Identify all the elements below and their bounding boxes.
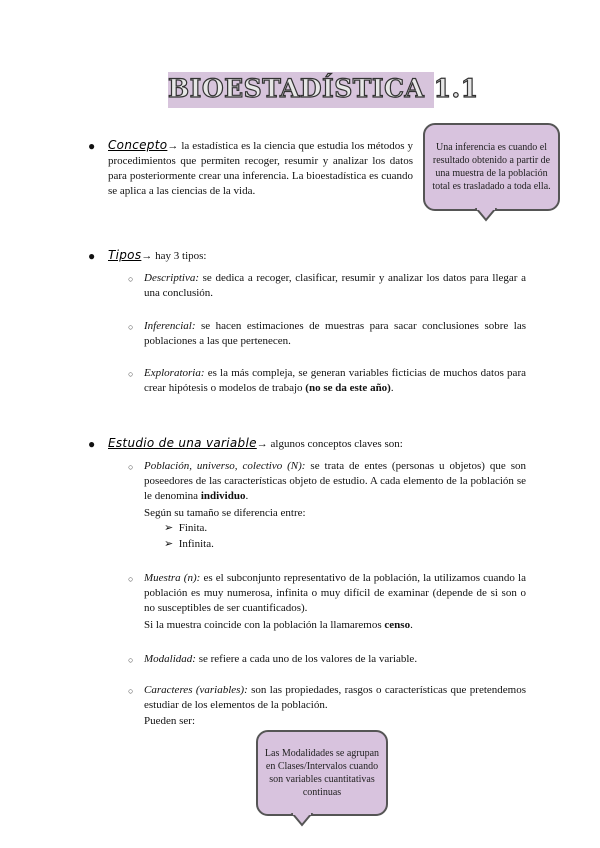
arrow: → <box>141 250 153 262</box>
term: Población, universo, colectivo (N): <box>144 460 306 472</box>
arrow: → <box>256 438 268 450</box>
period: . <box>390 382 394 394</box>
bold-term: individuo <box>200 490 246 502</box>
callout-inferencia-text: Una inferencia es cuando el resultado obtenido a partir de una muestra de la población total es trasladado a toda ella. <box>432 142 551 192</box>
item-label: Finita. <box>178 522 208 534</box>
concepto-caracteres <box>144 683 526 713</box>
section-tipos <box>108 248 408 264</box>
tipo-exploratoria <box>144 366 526 396</box>
term: Descriptiva: <box>144 272 199 284</box>
list-item-infinita <box>164 537 214 552</box>
note-bold: (no se da este año) <box>305 382 391 394</box>
circle-marker: ○ <box>128 574 134 584</box>
title-banner <box>168 72 479 108</box>
term: Muestra (n): <box>144 572 201 584</box>
concepto-muestra <box>144 571 526 616</box>
concepto-modalidad <box>144 652 526 667</box>
item-label: Infinita. <box>178 538 214 550</box>
page-title: BIOESTADÍSTICA 1.1 <box>168 74 479 103</box>
estudio-text: algunos conceptos claves son: <box>267 438 403 450</box>
circle-marker: ○ <box>128 369 134 379</box>
period: . <box>410 619 413 631</box>
definition: se hacen estimaciones de muestras para sacar conclusiones sobre las poblaciones a las que pertenecen. <box>144 320 526 347</box>
period: . <box>245 490 249 502</box>
definition: se dedica a recoger, clasificar, resumir y analizar los datos para llegar a una conclusión. <box>144 272 526 299</box>
term: Modalidad: <box>144 653 196 665</box>
poblacion-tamano: Según su tamaño se diferencia entre: <box>144 507 306 519</box>
term: Inferencial: <box>144 320 196 332</box>
arrow: → <box>167 140 179 152</box>
concepto-text: la estadística es la ciencia que estudia los métodos y procedimientos que permiten recoger, resumir y analizar los datos para posteriormente crear una inferencia. La bioestadística es cuando se aplica a las ciencias de la vida. <box>108 140 413 197</box>
tipo-inferencial <box>144 319 526 349</box>
tipo-descriptiva <box>144 271 526 301</box>
term: Exploratoria: <box>144 367 205 379</box>
circle-marker: ○ <box>128 322 134 332</box>
concepto-poblacion <box>144 459 526 504</box>
section-concepto <box>108 138 413 199</box>
callout-tail <box>474 208 498 222</box>
circle-marker: ○ <box>128 655 134 665</box>
circle-marker: ○ <box>128 462 134 472</box>
bold-term: censo <box>384 619 411 631</box>
definition: son las propiedades, rasgos o características que pretendemos estudiar de los elementos de la población. <box>144 684 526 711</box>
definition: es el subconjunto representativo de la población, la utilizamos cuando la población es muy numerosa, infinita o muy difícil de examinar (depende de si son o no susceptibles de ser cuantificados). <box>144 572 526 614</box>
circle-marker: ○ <box>128 274 134 284</box>
bullet-dot: ● <box>88 437 96 451</box>
callout-inferencia <box>423 123 560 211</box>
circle-marker: ○ <box>128 686 134 696</box>
definition: es la más compleja, se generan variables ficticias de muchos datos para crear hipótesis o modelos de trabajo <box>144 367 526 394</box>
list-item-finita <box>164 521 207 536</box>
bullet-dot: ● <box>88 139 96 153</box>
callout-modalidades-text: Las Modalidades se agrupan en Clases/Intervalos cuando son variables cuantitativas continuas <box>264 748 380 798</box>
callout-tail <box>290 813 314 827</box>
text: Si la muestra coincide con la población la llamaremos <box>144 619 385 631</box>
arrow-marker: ➢ <box>164 538 174 550</box>
bullet-dot: ● <box>88 249 96 263</box>
estudio-key: Estudio de una variable <box>108 436 257 450</box>
concepto-key: Concepto <box>108 138 168 152</box>
tipos-key: Tipos <box>108 248 142 262</box>
tipos-text: hay 3 tipos: <box>152 250 207 262</box>
caracteres-pueden-ser: Pueden ser: <box>144 715 196 727</box>
callout-modalidades <box>256 730 388 816</box>
definition: se refiere a cada uno de los valores de la variable. <box>195 653 418 665</box>
muestra-censo <box>144 618 526 633</box>
term: Caracteres (variables): <box>144 684 248 696</box>
definition: se trata de entes (personas u objetos) que son poseedores de las características objeto de estudio. A cada elemento de la población se le denomina <box>144 460 526 502</box>
section-estudio <box>108 436 528 452</box>
arrow-marker: ➢ <box>164 522 174 534</box>
